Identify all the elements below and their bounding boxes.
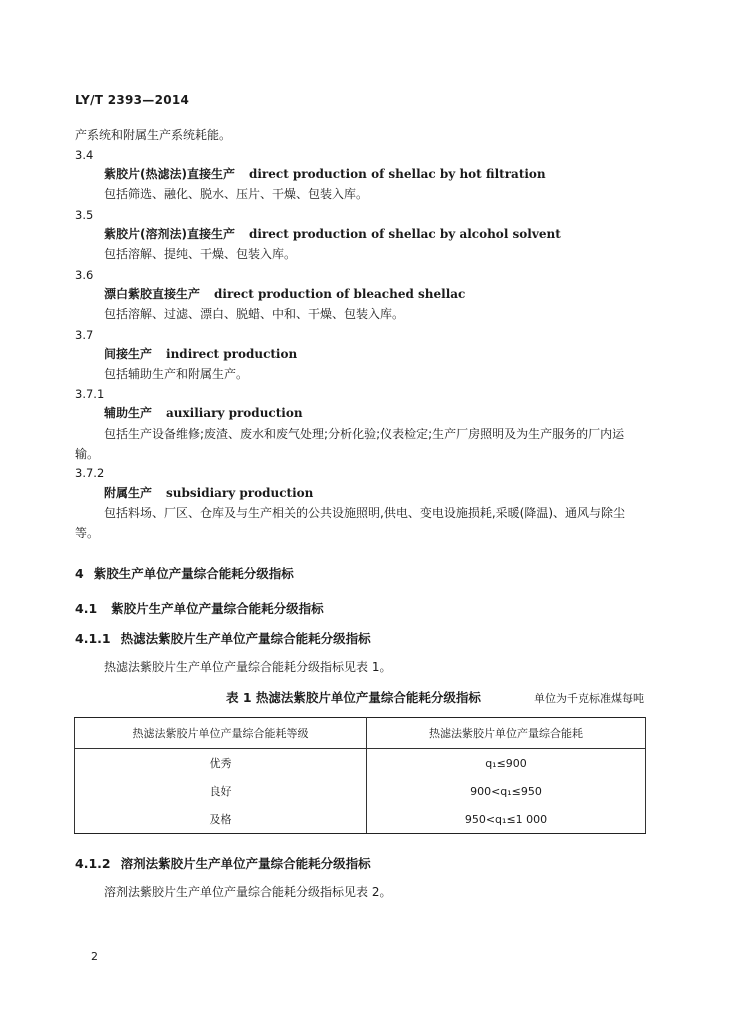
value-cell: q₁≤900: [367, 749, 646, 778]
term-title: [104, 285, 465, 303]
table-row: [75, 805, 646, 834]
section-heading: [75, 629, 371, 647]
term-number: 3.4: [75, 148, 94, 162]
page-number: 2: [91, 950, 98, 963]
term-title: [104, 165, 546, 183]
table-unit: 单位为千克标准煤每吨: [534, 692, 644, 705]
section-number: 4: [75, 566, 84, 581]
term-description: 包括溶解、提纯、干燥、包装入库。: [104, 247, 297, 261]
term-number: 3.7.1: [75, 387, 105, 401]
grade-cell: 良好: [75, 777, 367, 805]
term-cn: 紫胶片(溶剂法)直接生产: [104, 227, 235, 241]
section-title: 热滤法紫胶片生产单位产量综合能耗分级指标: [120, 631, 371, 646]
section-number: 4.1: [75, 601, 98, 616]
table-row: [75, 777, 646, 805]
term-cn: 间接生产: [104, 347, 153, 361]
table-header-cell: 热滤法紫胶片单位产量综合能耗等级: [75, 718, 367, 749]
term-description: 包括料场、厂区、仓库及与生产相关的公共设施照明,供电、变电设施损耗,采暖(降温)、通风与除尘等。: [75, 506, 625, 540]
term-en: direct production of shellac by hot filtration: [248, 167, 546, 181]
term-en: auxiliary production: [166, 406, 303, 420]
term-title: [104, 484, 313, 502]
table-header-cell: 热滤法紫胶片单位产量综合能耗: [367, 718, 646, 749]
intro-line: 产系统和附属生产系统耗能。: [75, 128, 232, 142]
grade-cell: 及格: [75, 805, 367, 834]
term-description: 包括辅助生产和附属生产。: [104, 367, 249, 381]
section-title: 溶剂法紫胶片生产单位产量综合能耗分级指标: [120, 856, 371, 871]
section-number: 4.1.2: [75, 856, 111, 871]
section-heading: [75, 599, 324, 617]
section-number: 4.1.1: [75, 631, 111, 646]
section-heading: [75, 564, 294, 582]
term-number: 3.7: [75, 328, 94, 342]
term-en: subsidiary production: [166, 486, 314, 500]
table-header-row: [75, 718, 646, 749]
energy-grade-table: [74, 717, 646, 834]
standard-code-header: LY/T 2393—2014: [75, 93, 190, 107]
table-row: [75, 749, 646, 778]
term-title: [104, 225, 561, 243]
term-en: direct production of shellac by alcohol solvent: [248, 227, 561, 241]
section-body: 热滤法紫胶片生产单位产量综合能耗分级指标见表 1。: [104, 660, 392, 674]
term-cn: 辅助生产: [104, 406, 153, 420]
term-title: [104, 404, 303, 422]
value-cell: 900<q₁≤950: [367, 777, 646, 805]
term-cn: 附属生产: [104, 486, 153, 500]
grade-cell: 优秀: [75, 749, 367, 778]
term-cn: 紫胶片(热滤法)直接生产: [104, 167, 235, 181]
table-caption: 表 1 热滤法紫胶片单位产量综合能耗分级指标: [226, 690, 481, 705]
term-number: 3.5: [75, 208, 94, 222]
section-body: 溶剂法紫胶片生产单位产量综合能耗分级指标见表 2。: [104, 885, 392, 899]
term-title: [104, 345, 297, 363]
section-title: 紫胶片生产单位产量综合能耗分级指标: [111, 601, 324, 616]
section-heading: [75, 854, 371, 872]
term-cn: 漂白紫胶直接生产: [104, 287, 201, 301]
term-en: indirect production: [166, 347, 298, 361]
term-number: 3.7.2: [75, 466, 105, 480]
term-description: 包括筛选、融化、脱水、压片、干燥、包装入库。: [104, 187, 369, 201]
term-description: 包括溶解、过滤、漂白、脱蜡、中和、干燥、包装入库。: [104, 307, 405, 321]
value-cell: 950<q₁≤1 000: [367, 805, 646, 834]
term-en: direct production of bleached shellac: [214, 287, 466, 301]
term-description: 包括生产设备维修;废渣、废水和废气处理;分析化验;仪表检定;生产厂房照明及为生产服务的厂内运输。: [75, 427, 625, 461]
section-title: 紫胶生产单位产量综合能耗分级指标: [93, 566, 294, 581]
term-number: 3.6: [75, 268, 94, 282]
